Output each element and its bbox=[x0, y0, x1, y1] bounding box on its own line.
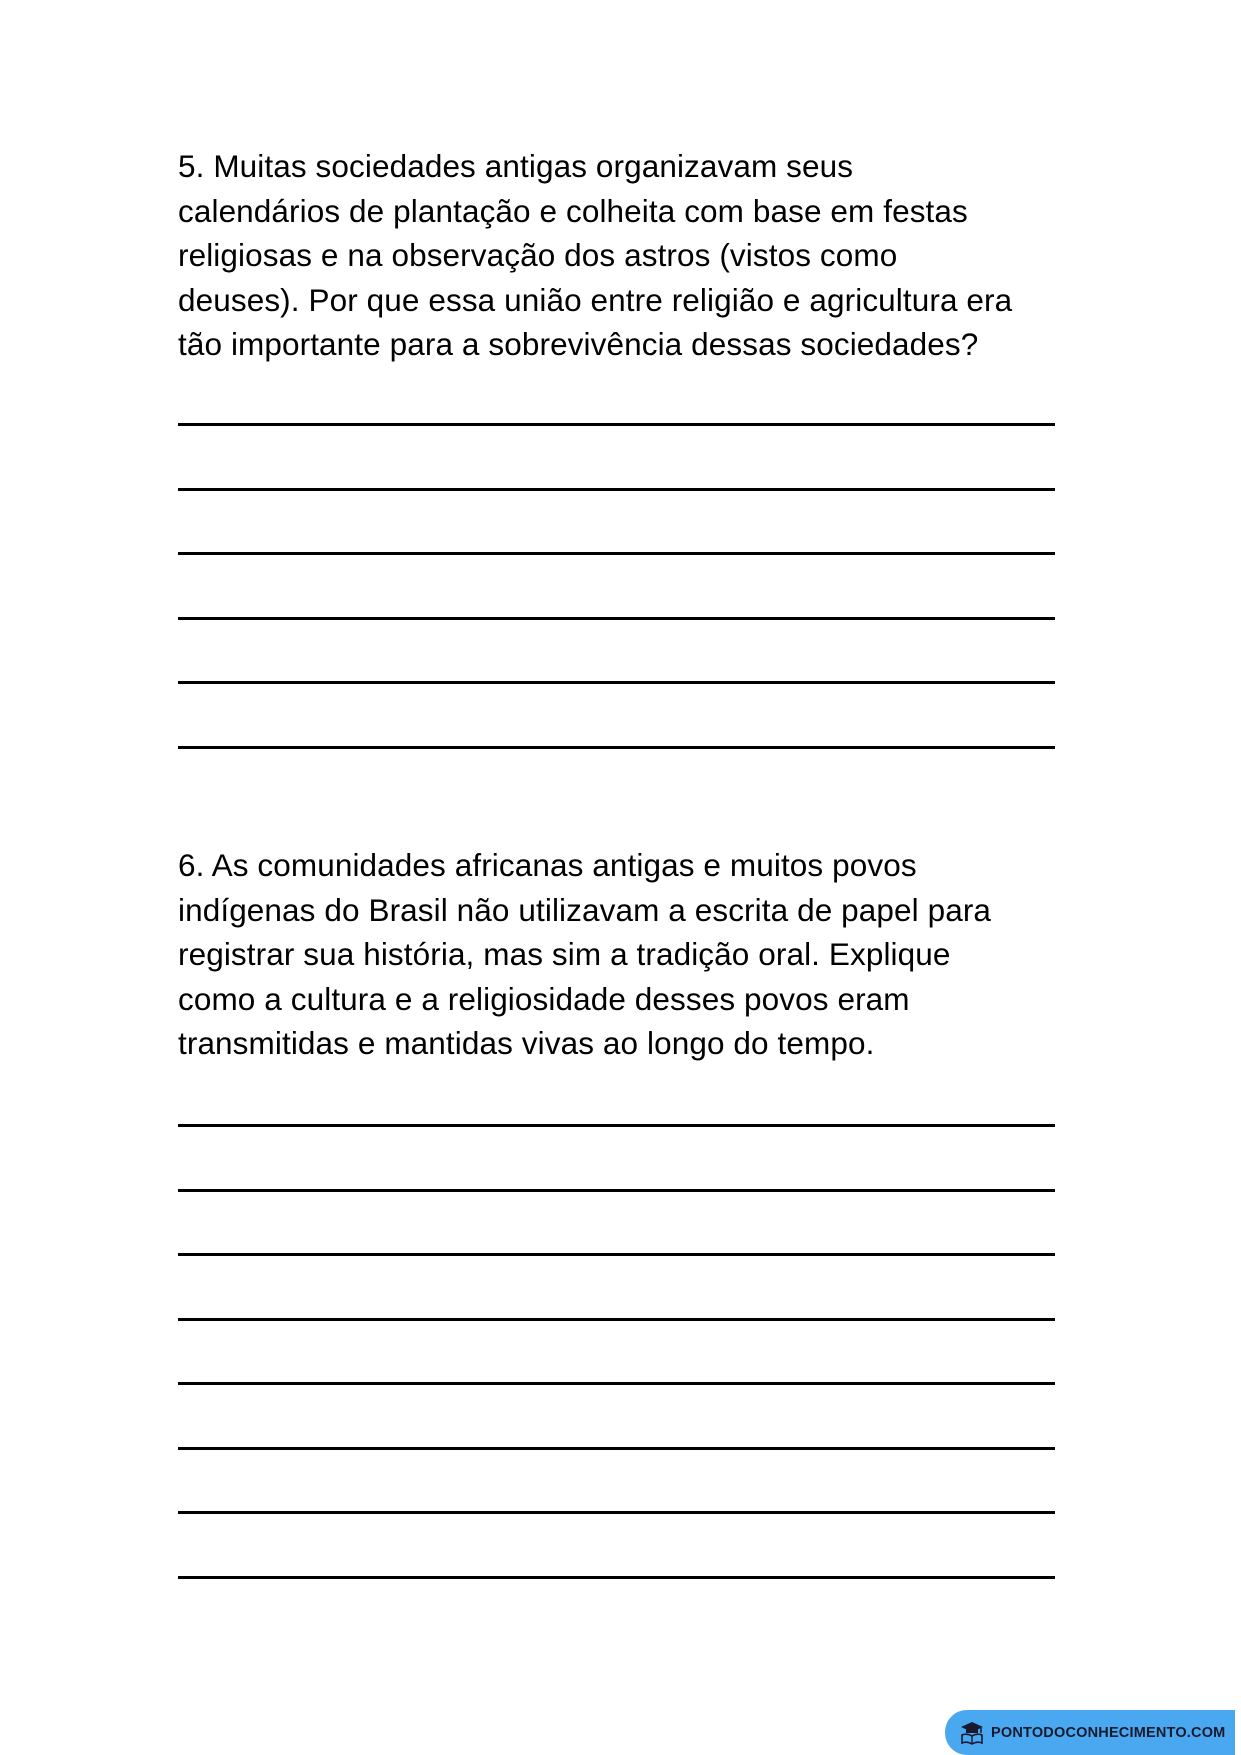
graduation-book-icon bbox=[959, 1720, 985, 1746]
answer-line[interactable] bbox=[178, 1189, 1055, 1192]
question-6-text: 6. As comunidades africanas antigas e muitos povos indígenas do Brasil não utilizavam a escrita de papel para registrar sua história, mas sim a tradição oral. Explique como a cultura e a religiosidade desses povos eram transmitidas e mantidas vivas ao longo do tempo. bbox=[178, 847, 992, 1061]
answer-line[interactable] bbox=[178, 1576, 1055, 1579]
answer-line[interactable] bbox=[178, 1124, 1055, 1127]
answer-line[interactable] bbox=[178, 1253, 1055, 1256]
answer-line[interactable] bbox=[178, 746, 1055, 749]
answer-line[interactable] bbox=[178, 1318, 1055, 1321]
answer-line[interactable] bbox=[178, 617, 1055, 620]
answer-line[interactable] bbox=[178, 423, 1055, 426]
answer-line[interactable] bbox=[178, 488, 1055, 491]
question-5-text: 5. Muitas sociedades antigas organizavam seus calendários de plantação e colheita com base em festas religiosas e na observação dos astros (vistos como deuses). Por que essa união entre religião e agricultura era tão importante para a sobrevivência dessas sociedades? bbox=[178, 148, 1013, 362]
answer-line[interactable] bbox=[178, 1511, 1055, 1514]
site-name[interactable]: PONTODOCONHECIMENTO.COM bbox=[991, 1724, 1226, 1741]
answer-line[interactable] bbox=[178, 552, 1055, 555]
answer-line[interactable] bbox=[178, 1447, 1055, 1450]
answer-line[interactable] bbox=[178, 681, 1055, 684]
answer-line[interactable] bbox=[178, 1382, 1055, 1385]
site-badge[interactable] bbox=[945, 1710, 1235, 1755]
